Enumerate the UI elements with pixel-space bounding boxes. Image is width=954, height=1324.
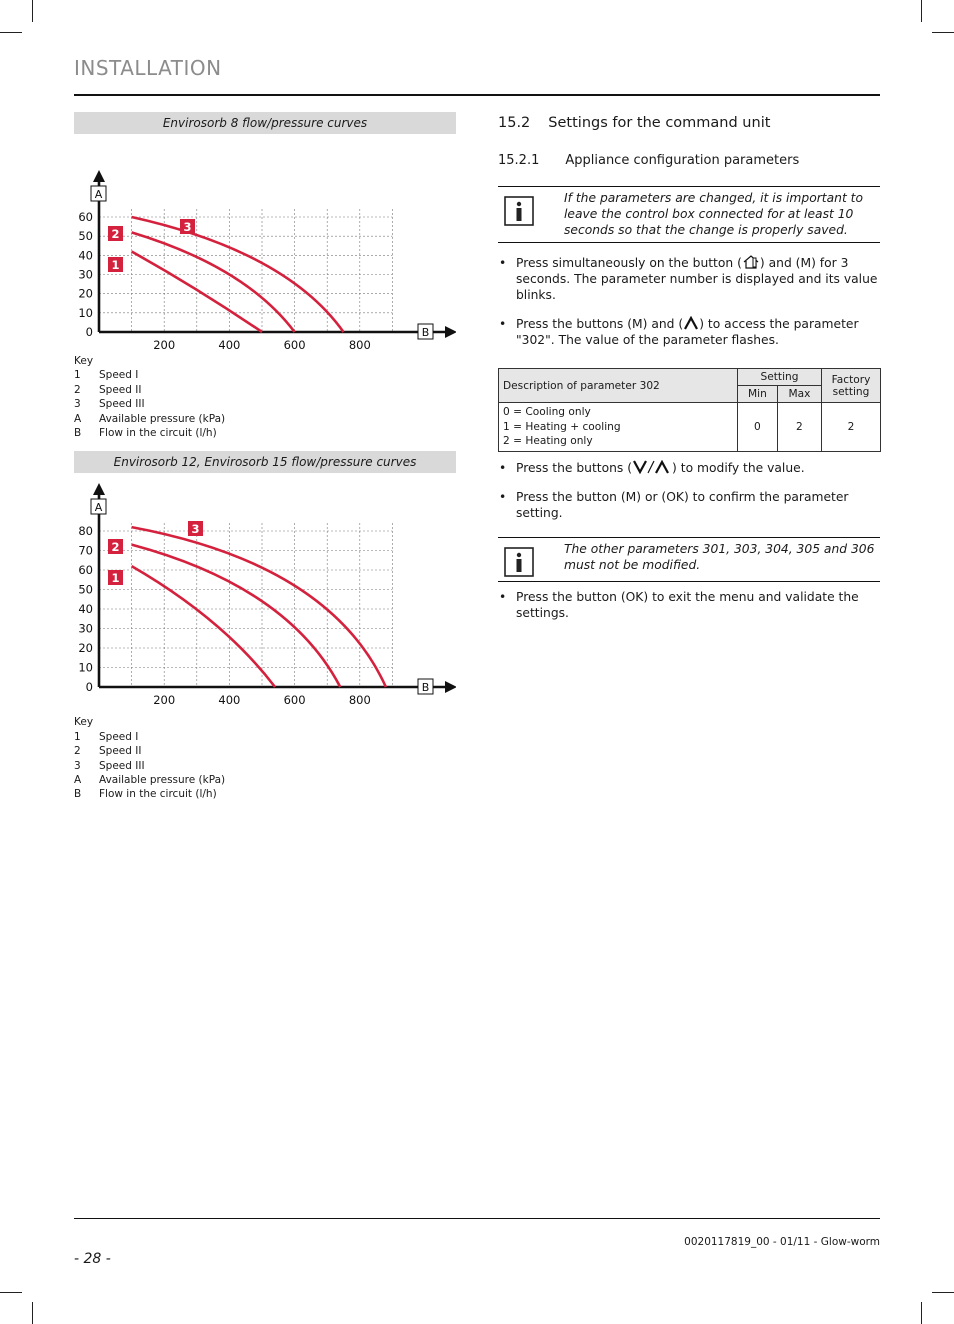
chart-caption-1: Envirosorb 8 flow/pressure curves [74,112,456,134]
x-tick-label: 600 [283,338,306,352]
key-row: A Available pressure (kPa) [74,412,226,425]
max-header: Max [777,386,821,403]
x-tick-label: 800 [348,338,371,352]
curve-speed-2 [132,545,341,687]
key-row: 3 Speed III [74,398,145,411]
y-tick-label: 10 [78,305,93,320]
y-tick-label: 40 [78,602,93,617]
subsection-heading: 15.2.1 Appliance configuration parameters [498,153,800,168]
y-tick-label: 50 [78,229,93,244]
key-row: B Flow in the circuit (l/h) [74,788,217,801]
chart-2 [74,473,456,715]
parameter-table [498,368,881,452]
curve-speed-1 [132,252,262,333]
x-axis-arrow [445,326,456,338]
info-note-1 [498,186,880,243]
bullet-item: • Press simultaneously on the button ( ) and (M) for 3 seconds. The parameter number is displayed and its value blinks. [499,256,878,302]
document-code: 0020117819_00 - 01/11 - Glow-worm [684,1236,880,1248]
curve-tag-label: 3 [183,220,192,234]
key-title: Key [74,355,94,367]
page-number: - 28 - [74,1251,111,1267]
axis-a-label: A [94,501,103,515]
x-axis-arrow [445,681,456,693]
header-rule [74,94,880,96]
bullet-item: • Press the buttons (M) and ( ) to access the parameter "302". The value of the parameter flashes. [499,317,859,347]
chart-2-svg [74,473,456,715]
left-column [74,112,456,802]
note-text: If the parameters are changed, it is important to leave the control box connected for at least 10 seconds so that the change is properly saved. [564,191,864,237]
curve-speed-1 [132,567,275,688]
factory-header: Factory setting [822,369,881,403]
down-up-arrows-icon [632,460,672,474]
chart-caption-2: Envirosorb 12, Envirosorb 15 flow/pressure curves [74,451,456,473]
curve-tag-label: 3 [191,522,200,537]
info-icon [498,541,564,577]
max-value: 2 [777,403,821,452]
bullet-item: • Press the button (M) or (OK) to confirm the parameter setting. [499,489,849,520]
curve-speed-2 [132,232,295,332]
home-icon [742,255,760,269]
right-column [498,112,880,621]
min-value: 0 [738,403,778,452]
footer-rule [74,1218,880,1219]
bullet-item: • Press the button (OK) to exit the menu and validate the settings. [499,589,859,620]
bullet-item: • Press the buttons ( ) to modify the value. [499,460,805,475]
key-row: 2 Speed II [74,745,142,758]
y-tick-label: 50 [78,582,93,597]
y-axis-arrow [93,170,105,182]
x-tick-label: 200 [153,693,176,708]
key-row: 1 Speed I [74,369,139,382]
info-icon [498,190,564,238]
info-note-2 [498,537,880,582]
desc-cell: 0 = Cooling only 1 = Heating + cooling 2 = Heating only [499,403,738,452]
curve-speed-3 [132,528,386,688]
y-axis-arrow [93,483,105,495]
curve-tag-label: 2 [111,540,120,555]
key-row: 1 Speed I [74,730,139,743]
curve-tag-label: 2 [111,227,120,241]
chevron-up-icon [683,316,699,330]
axis-b-label: B [421,326,430,339]
curve-tag-label: 1 [111,258,120,272]
desc-header: Description of parameter 302 [499,369,738,403]
key-title: Key [74,716,94,729]
axis-a-label: A [94,188,103,201]
y-tick-label: 80 [78,524,93,539]
chart-1 [74,134,456,354]
min-header: Min [738,386,778,403]
key-row: A Available pressure (kPa) [74,774,226,787]
setting-header: Setting [738,369,822,386]
y-tick-label: 20 [78,641,93,656]
chart-1-key [74,354,456,440]
chart-2-key [74,715,456,801]
x-tick-label: 600 [283,693,306,708]
y-tick-label: 60 [78,210,93,224]
key-row: 2 Speed II [74,383,142,396]
x-tick-label: 200 [153,338,176,352]
y-tick-label: 40 [78,248,93,263]
key-row: B Flow in the circuit (l/h) [74,427,217,440]
section-heading: 15.2 Settings for the command unit [498,115,771,131]
y-tick-label: 70 [78,543,93,558]
key-row: 3 Speed III [74,759,145,772]
x-tick-label: 800 [348,693,371,708]
y-tick-label: 60 [78,563,93,578]
y-tick-label: 0 [85,680,93,695]
note-text: The other parameters 301, 303, 304, 305 and 306 must not be modified. [564,541,875,572]
x-tick-label: 400 [218,693,241,708]
y-tick-label: 20 [78,286,93,301]
y-tick-label: 30 [78,621,93,636]
x-tick-label: 400 [218,338,241,352]
axis-b-label: B [421,681,430,695]
section-header: INSTALLATION [74,56,222,80]
chart-1-svg [74,134,456,354]
factory-value: 2 [822,403,881,452]
y-tick-label: 10 [78,660,93,675]
y-tick-label: 30 [78,267,93,282]
curve-tag-label: 1 [111,571,120,586]
y-tick-label: 0 [85,325,93,339]
